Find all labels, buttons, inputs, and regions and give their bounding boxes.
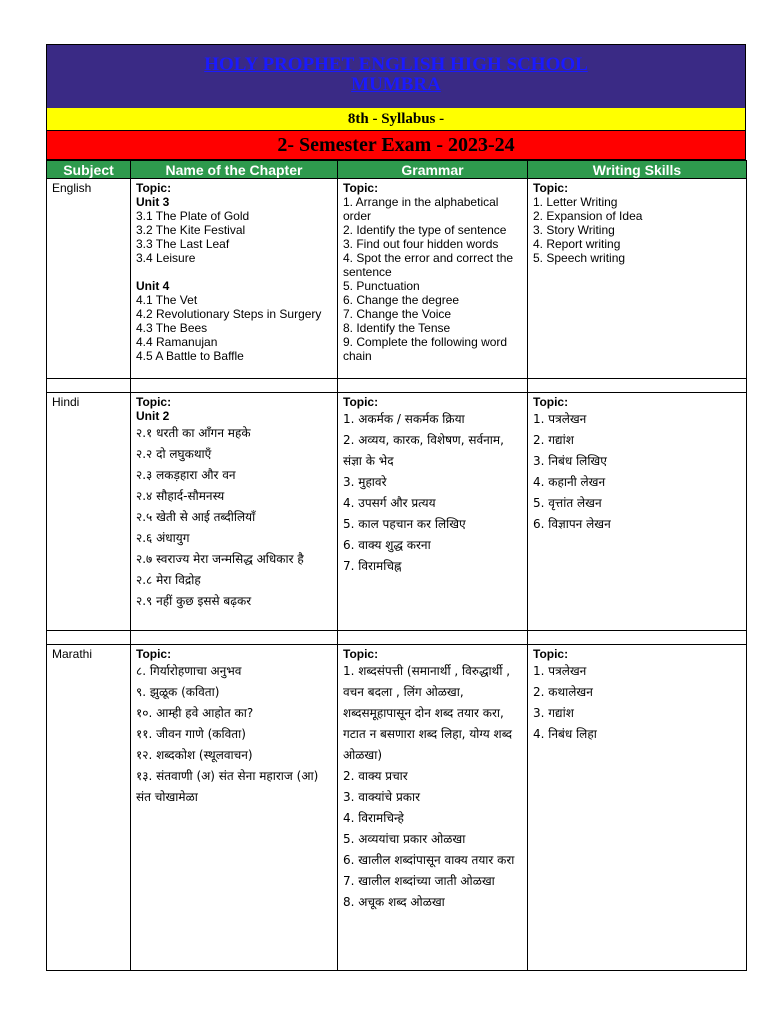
list-item: 3. Story Writing — [533, 223, 615, 237]
list-item: 7. विरामचिह्न — [343, 559, 402, 573]
topic-label: Topic: — [533, 181, 569, 195]
list-item: 6. वाक्य शुद्ध करना — [343, 538, 431, 552]
list-item: 6. खालील शब्दांपासून वाक्य तयार करा — [343, 853, 515, 867]
list-item: 5. Punctuation — [343, 279, 420, 293]
list-item: ८. गिर्यारोहणाचा अनुभव — [136, 664, 242, 678]
list-item: २.१ धरती का आँगन महके — [136, 426, 251, 440]
list-item: 9. Complete the following word chain — [343, 335, 508, 363]
list-item: १०. आम्ही हवे आहोत का? — [136, 706, 254, 720]
subject-cell: Marathi — [47, 645, 131, 971]
list-item: 6. Change the degree — [343, 293, 460, 307]
grammar-cell — [338, 645, 528, 971]
list-item: 3.1 The Plate of Gold — [136, 209, 250, 223]
spacer-row — [47, 379, 747, 393]
exam-banner: 2- Semester Exam - 2023-24 — [46, 131, 746, 160]
subject-cell: English — [47, 179, 131, 379]
list-item: ९. झुळूक (कविता) — [136, 685, 220, 699]
column-header-chapter: Name of the Chapter — [131, 161, 338, 179]
list-item: 4. Spot the error and correct the sentence — [343, 251, 514, 279]
list-item: १२. शब्दकोश (स्थूलवाचन) — [136, 748, 253, 762]
list-item: २.२ दो लघुकथाएँ — [136, 447, 212, 461]
list-item: 5. काल पहचान कर लिखिए — [343, 517, 466, 531]
list-item: 1. पत्रलेखन — [533, 412, 587, 426]
list-item: 4. Report writing — [533, 237, 621, 251]
topic-label: Topic: — [343, 181, 379, 195]
topic-label: Topic: — [343, 647, 379, 661]
list-item: २.८ मेरा विद्रोह — [136, 573, 201, 587]
unit-label: Unit 4 — [136, 279, 170, 293]
list-item: 1. Letter Writing — [533, 195, 618, 209]
list-item: 3.4 Leisure — [136, 251, 196, 265]
chapter-cell — [131, 645, 338, 971]
syllabus-table — [46, 160, 747, 971]
list-item: 4.5 A Battle to Baffle — [136, 349, 244, 363]
list-item: 3.3 The Last Leaf — [136, 237, 230, 251]
list-item: 8. अचूक शब्द ओळखा — [343, 895, 445, 909]
list-item: 2. Identify the type of sentence — [343, 223, 507, 237]
list-item: 4. कहानी लेखन — [533, 475, 606, 489]
chapter-cell — [131, 393, 338, 631]
list-item: २.४ सौहार्द-सौमनस्य — [136, 489, 225, 503]
list-item: 4.1 The Vet — [136, 293, 198, 307]
list-item: 4.2 Revolutionary Steps in Surgery — [136, 307, 322, 321]
list-item: 3.2 The Kite Festival — [136, 223, 246, 237]
table-row-english — [47, 179, 747, 379]
list-item: 6. विज्ञापन लेखन — [533, 517, 611, 531]
column-header-subject: Subject — [47, 161, 131, 179]
list-item: 1. शब्दसंपत्ती (समानार्थी , विरुद्धार्थी , वचन बदला , लिंग ओळखा, शब्दसमूहापासून दोन शब्द तयार करा, गटात न बसणारा शब्द लिहा, योग्य शब्द ओळखा) — [343, 664, 513, 762]
school-banner — [46, 44, 746, 108]
list-item: 7. Change the Voice — [343, 307, 452, 321]
list-item: 3. निबंध लिखिए — [533, 454, 607, 468]
list-item: २.३ लकड़हारा और वन — [136, 468, 236, 482]
spacer-row — [47, 631, 747, 645]
grammar-cell — [338, 393, 528, 631]
list-item: 3. वाक्यांचे प्रकार — [343, 790, 421, 804]
topic-label: Topic: — [136, 647, 172, 661]
writing-cell — [528, 393, 747, 631]
school-name: HOLY PROPHET ENGLISH HIGH SCHOOL — [204, 54, 588, 75]
list-item: 1. पत्रलेखन — [533, 664, 587, 678]
list-item: २.५ खेती से आई तब्दीलियाँ — [136, 510, 256, 524]
list-item: २.६ अंधायुग — [136, 531, 190, 545]
list-item: 4.4 Ramanujan — [136, 335, 218, 349]
writing-cell — [528, 645, 747, 971]
list-item: 2. Expansion of Idea — [533, 209, 643, 223]
writing-cell — [528, 179, 747, 379]
list-item: 4. उपसर्ग और प्रत्यय — [343, 496, 436, 510]
list-item: 3. मुहावरे — [343, 475, 387, 489]
unit-label: Unit 2 — [136, 409, 170, 423]
list-item: 5. अव्ययांचा प्रकार ओळखा — [343, 832, 466, 846]
grammar-cell — [338, 179, 528, 379]
list-item: 5. Speech writing — [533, 251, 626, 265]
table-header-row — [47, 161, 747, 179]
table-row-hindi — [47, 393, 747, 631]
column-header-grammar: Grammar — [338, 161, 528, 179]
list-item: ११. जीवन गाणे (कविता) — [136, 727, 246, 741]
list-item: 3. गद्यांश — [533, 706, 574, 720]
table-row-marathi — [47, 645, 747, 971]
topic-label: Topic: — [136, 395, 172, 409]
class-banner: 8th - Syllabus - — [46, 108, 746, 131]
syllabus-document — [46, 44, 746, 971]
column-header-writing: Writing Skills — [528, 161, 747, 179]
school-city: MUMBRA — [351, 74, 441, 95]
list-item: 1. अकर्मक / सकर्मक क्रिया — [343, 412, 465, 426]
topic-label: Topic: — [136, 181, 172, 195]
list-item: 2. कथालेखन — [533, 685, 593, 699]
list-item: 8. Identify the Tense — [343, 321, 451, 335]
chapter-cell — [131, 179, 338, 379]
list-item: 2. वाक्य प्रचार — [343, 769, 408, 783]
list-item: 1. Arrange in the alphabetical order — [343, 195, 499, 223]
topic-label: Topic: — [343, 395, 379, 409]
unit-label: Unit 3 — [136, 195, 170, 209]
list-item: १३. संतवाणी (अ) संत सेना महाराज (आ) संत चोखामेळा — [136, 769, 319, 804]
list-item: 7. खालील शब्दांच्या जाती ओळखा — [343, 874, 495, 888]
topic-label: Topic: — [533, 395, 569, 409]
list-item: 2. गद्यांश — [533, 433, 574, 447]
list-item: 4. विरामचिन्हे — [343, 811, 404, 825]
list-item: २.९ नहीं कुछ इससे बढ़कर — [136, 594, 252, 608]
list-item: 4. निबंध लिहा — [533, 727, 597, 741]
list-item: 3. Find out four hidden words — [343, 237, 499, 251]
list-item: 5. वृत्तांत लेखन — [533, 496, 602, 510]
topic-label: Topic: — [533, 647, 569, 661]
list-item: २.७ स्वराज्य मेरा जन्मसिद्ध अधिकार है — [136, 552, 304, 566]
subject-cell: Hindi — [47, 393, 131, 631]
list-item: 2. अव्यय, कारक, विशेषण, सर्वनाम, संज्ञा के भेद — [343, 433, 504, 468]
list-item: 4.3 The Bees — [136, 321, 208, 335]
